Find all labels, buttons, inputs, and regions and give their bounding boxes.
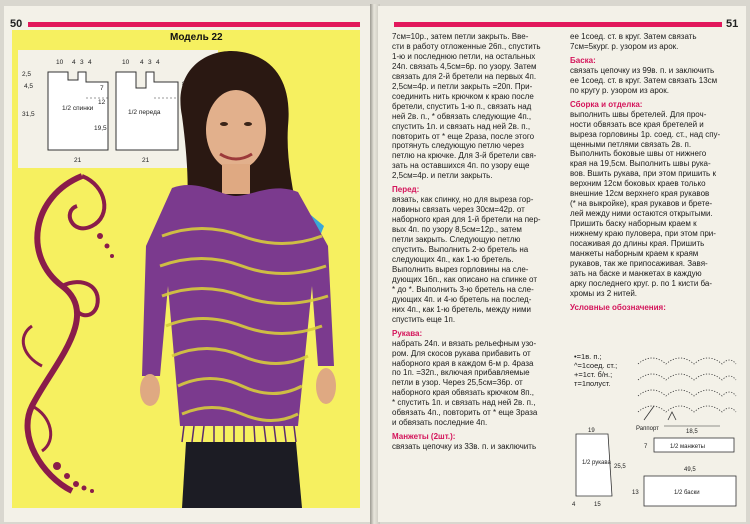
line: * до *. Выполнить 3-ю бретель на сле- — [392, 284, 534, 294]
line: по кругу р. узором из арок. — [570, 85, 669, 95]
basque-schema — [628, 462, 738, 512]
schema-width-5: 10 — [122, 59, 130, 66]
line: ности обвязать все края бретелей и — [570, 119, 704, 129]
cuff-width-dim: 18,5 — [686, 429, 698, 435]
schema-left-height-2: 4,5 — [24, 83, 34, 90]
header-bar-left — [28, 22, 360, 27]
line: ром. Для скосов рукава прибавить от — [392, 348, 531, 358]
stitch-chart — [634, 350, 740, 434]
schema-front-label: 1/2 переда — [128, 109, 161, 116]
line: внешние 12см верхнего края рукавов — [570, 189, 710, 199]
sleeve-bottom-dim-1: 4 — [572, 502, 576, 508]
line: лей между ними остаются открытыми. — [570, 209, 713, 219]
legend-item: •=1в. п.; — [574, 352, 602, 361]
sleeve-bottom-dim-2: 15 — [594, 502, 601, 508]
line: обвязать 4п., повторить от * еще 3раза — [392, 408, 538, 418]
legend-list — [574, 352, 617, 388]
sleeve-height-dim: 25,5 — [614, 464, 626, 470]
slip-stitch-symbol-icon: ^ — [574, 361, 578, 370]
legend-item: ^=1соед. ст.; — [574, 361, 618, 370]
cuff-label: 1/2 манжеты — [670, 444, 705, 450]
half-double-symbol-icon: т — [574, 379, 578, 388]
model-title: Модель 22 — [170, 32, 223, 43]
schema-mid-dim-1: 7 — [100, 85, 104, 92]
line: связать цепочку из 99в. п. и заключить — [570, 65, 715, 75]
schema-mid-dim-3: 19,5 — [94, 125, 107, 132]
line: зать на баске и манжетах в каждую — [570, 268, 702, 278]
line: протянуть следующую петлю через — [392, 141, 524, 151]
line: петлю на крючке. Для 3-й бретели свя- — [392, 151, 537, 161]
line: посаживая до длины края. Пришить — [570, 239, 705, 249]
line: манжеты наборным краем к краям — [570, 249, 699, 259]
line: рукавов, так же припосаживая. Завя- — [570, 258, 708, 268]
schema-width-7: 3 — [148, 59, 152, 66]
single-crochet-symbol-icon: + — [574, 370, 579, 379]
line: Выполнить вырез горловины на сле- — [392, 264, 529, 274]
cuff-schema — [640, 426, 738, 456]
line: спустить. Выполнить 2-ю бретель на — [392, 245, 529, 255]
basque-label: 1/2 баски — [674, 490, 700, 496]
chain-symbol-icon: • — [574, 352, 577, 361]
line: наборного края обвязать крючком 8п., — [392, 388, 535, 398]
line: дующих 16п., как описано на спинке от — [392, 274, 537, 284]
section-title-sleeve: Рукава: — [392, 328, 423, 338]
section-title-legend: Условные обозначения: — [570, 302, 666, 312]
line: петли в узор. Через 25,5см=36р. от — [392, 378, 523, 388]
basque-height-dim: 13 — [632, 490, 639, 496]
sleeve-label: 1/2 рукава — [582, 460, 611, 466]
line: спустить 1п. и связать над ней 2в. п., — [392, 121, 531, 131]
line: зать на оставшихся 4п. по узору еще — [392, 161, 530, 171]
page-number-left: 50 — [10, 18, 23, 30]
line: повторить от * еще 2раза, после этого — [392, 131, 535, 141]
line: наборного края в каждом 6-м р. 4раза — [392, 358, 534, 368]
schema-width-6: 4 — [140, 59, 144, 66]
line: сти в работу отложенные 26п., спустить — [392, 41, 541, 51]
left-page — [4, 6, 372, 522]
line: арку последнего круг. р. по 1 кисти ба- — [570, 278, 713, 288]
section-title-cuffs: Манжеты (2шт.): — [392, 432, 456, 442]
section-title-basque: Баска: — [570, 55, 596, 65]
line: выреза горловины 1р. соед. ст., над спу- — [570, 129, 721, 139]
page-number-right: 51 — [726, 18, 739, 30]
line: 7см=10р., затем петли закрыть. Вве- — [392, 32, 529, 41]
line: Пришить баску наборным краем к — [570, 219, 697, 229]
line: 7см=5кург. р. узором из арок. — [570, 41, 679, 51]
line: связать для 2-й бретели на первых 4п. — [392, 71, 537, 81]
line: 1-ю и последнюю петли, на остальных — [392, 51, 536, 61]
schema-bottom-width-2: 21 — [142, 157, 150, 164]
line: выполнить швы бретелей. Для проч- — [570, 109, 707, 119]
line: петли закрыть. Следующую петлю — [392, 235, 521, 245]
line: ее 1соед. ст. в круг. Затем связать — [570, 32, 697, 41]
schema-mid-dim-2: 12 — [98, 99, 106, 106]
right-page — [378, 6, 746, 522]
line: спустить еще 1п. — [392, 314, 456, 324]
text-column-2 — [570, 32, 736, 313]
line: хромы из 2 нитей. — [570, 288, 638, 298]
schema-width-1: 10 — [56, 59, 64, 66]
schema-bottom-width-1: 21 — [74, 157, 82, 164]
line: (* на выкройке), края рукавов и брете- — [570, 199, 713, 209]
line: набрать 24п. и вязать рельефным узо- — [392, 338, 537, 348]
line: бретели, спустить 1-ю п., связать над — [392, 101, 532, 111]
line: наборного края для 1-й бретели на пер- — [392, 215, 541, 225]
header-bar-right — [394, 22, 722, 27]
legend-item: +=1ст. б/н.; — [574, 370, 613, 379]
sleeve-top-dim: 19 — [588, 428, 595, 434]
line: ней 2в. п., * обвязать следующие 4п., — [392, 111, 532, 121]
schema-width-2: 4 — [72, 59, 76, 66]
schema-left-height-3: 31,5 — [22, 111, 35, 118]
line: них 4п., как 1-ю бретель, между ними — [392, 304, 531, 314]
line: щенными петлями связать 2в. п. — [570, 139, 692, 149]
line: по 1п. =32п., включая прибавляемые — [392, 368, 530, 378]
line: верхним 12см боковых краев только — [570, 179, 706, 189]
line: Выполнить боковые швы от нижнего — [570, 149, 707, 159]
line: края на 19,5см. Выполнить швы рука- — [570, 159, 711, 169]
line: связать цепочку из 33в. п. и заключить — [392, 442, 537, 452]
line: соединить нить крючком к краю после — [392, 91, 534, 101]
line: 2,5см=4р. и петли закрыть =20п. При- — [392, 81, 533, 91]
line: ловины связать через 30см=42р. от — [392, 205, 525, 215]
line: дующих 4п. и 4-ю бретель на послед- — [392, 294, 532, 304]
basque-width-dim: 49,5 — [684, 467, 696, 473]
line: 2,5см=4р. и петли закрыть. — [392, 171, 493, 181]
legend-item: т=1полуст. — [574, 379, 611, 388]
line: ее 1соед. ст. в круг. Затем связать 13см — [570, 75, 718, 85]
line: вых 4п. по узору 8,5см=12р., затем — [392, 225, 522, 235]
schema-width-3: 3 — [80, 59, 84, 66]
line: следующих 4п., как 1-ю бретель. — [392, 254, 514, 264]
cuff-height-dim: 7 — [644, 444, 648, 450]
schema-width-8: 4 — [156, 59, 160, 66]
text-column-1 — [392, 32, 562, 452]
section-title-assembly: Сборка и отделка: — [570, 99, 643, 109]
repeat-label: Раппорт — [636, 426, 659, 432]
line: 24п. связать 4,5см=6р. по узору. Затем — [392, 61, 537, 71]
line: * спустить 1п. и связать над ней 2в. п., — [392, 398, 536, 408]
line: вов. Вшить рукава, при этом пришить к — [570, 169, 716, 179]
line: вязать, как спинку, но для выреза гор- — [392, 195, 534, 205]
line: нижнему краю пуловера, при этом при- — [570, 229, 716, 239]
schema-left-height-1: 2,5 — [22, 71, 32, 78]
schema-back-label: 1/2 спинки — [62, 105, 94, 112]
line: и обвязать последние 4п. — [392, 418, 488, 428]
section-title-front: Перед: — [392, 185, 420, 195]
schema-width-4: 4 — [88, 59, 92, 66]
model-photo — [102, 46, 360, 508]
